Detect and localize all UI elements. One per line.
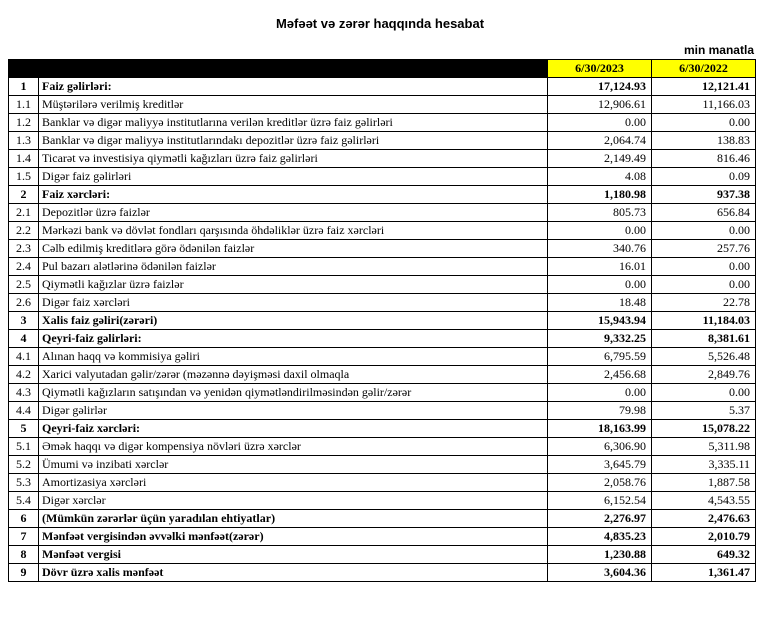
table-row (9, 204, 756, 222)
row-value-2022: 656.84 (652, 204, 756, 222)
row-number: 1.5 (9, 168, 39, 186)
row-label: Digər xərclər (39, 492, 548, 510)
table-row (9, 366, 756, 384)
row-number: 4 (9, 330, 39, 348)
row-value-2022: 138.83 (652, 132, 756, 150)
row-value-2023: 6,795.59 (548, 348, 652, 366)
row-number: 1.2 (9, 114, 39, 132)
row-value-2022: 4,543.55 (652, 492, 756, 510)
table-row (9, 96, 756, 114)
row-value-2023: 12,906.61 (548, 96, 652, 114)
row-value-2022: 3,335.11 (652, 456, 756, 474)
row-value-2023: 0.00 (548, 114, 652, 132)
row-number: 4.3 (9, 384, 39, 402)
row-label: Cəlb edilmiş kreditlərə görə ödənilən faizlər (39, 240, 548, 258)
table-row (9, 150, 756, 168)
header-period-2022: 6/30/2022 (652, 60, 756, 78)
row-value-2023: 17,124.93 (548, 78, 652, 96)
row-label: (Mümkün zərərlər üçün yaradılan ehtiyatlar) (39, 510, 548, 528)
row-value-2023: 0.00 (548, 222, 652, 240)
row-label: Müştərilərə verilmiş kreditlər (39, 96, 548, 114)
row-number: 2.2 (9, 222, 39, 240)
row-value-2022: 2,010.79 (652, 528, 756, 546)
table-row (9, 258, 756, 276)
table-body (9, 78, 756, 582)
row-value-2022: 5,526.48 (652, 348, 756, 366)
row-value-2022: 0.09 (652, 168, 756, 186)
row-value-2023: 0.00 (548, 276, 652, 294)
row-value-2022: 0.00 (652, 114, 756, 132)
row-number: 8 (9, 546, 39, 564)
table-row (9, 438, 756, 456)
row-value-2023: 6,306.90 (548, 438, 652, 456)
row-label: Xalis faiz gəliri(zərəri) (39, 312, 548, 330)
row-number: 5.3 (9, 474, 39, 492)
row-label: Qeyri-faiz gəlirləri: (39, 330, 548, 348)
table-row (9, 528, 756, 546)
table-row (9, 492, 756, 510)
row-value-2022: 257.76 (652, 240, 756, 258)
row-value-2023: 16.01 (548, 258, 652, 276)
table-row (9, 222, 756, 240)
row-value-2022: 0.00 (652, 276, 756, 294)
row-label: Banklar və digər maliyyə institutlarındakı depozitlər üzrə faiz gəlirləri (39, 132, 548, 150)
row-label: Amortizasiya xərcləri (39, 474, 548, 492)
row-value-2023: 4,835.23 (548, 528, 652, 546)
row-label: Faiz xərcləri: (39, 186, 548, 204)
row-number: 7 (9, 528, 39, 546)
row-value-2022: 937.38 (652, 186, 756, 204)
table-row (9, 510, 756, 528)
row-value-2022: 5.37 (652, 402, 756, 420)
row-number: 9 (9, 564, 39, 582)
row-label: Digər faiz xərcləri (39, 294, 548, 312)
row-value-2023: 2,149.49 (548, 150, 652, 168)
row-number: 2 (9, 186, 39, 204)
header-blank-cell (9, 60, 548, 78)
row-value-2022: 2,849.76 (652, 366, 756, 384)
table-row (9, 114, 756, 132)
row-value-2023: 9,332.25 (548, 330, 652, 348)
row-number: 4.1 (9, 348, 39, 366)
table-row (9, 546, 756, 564)
row-label: Dövr üzrə xalis mənfəət (39, 564, 548, 582)
row-value-2022: 1,887.58 (652, 474, 756, 492)
table-row (9, 456, 756, 474)
row-value-2023: 805.73 (548, 204, 652, 222)
row-number: 2.1 (9, 204, 39, 222)
table-row (9, 294, 756, 312)
row-label: Qiymətli kağızlar üzrə faizlər (39, 276, 548, 294)
row-value-2022: 15,078.22 (652, 420, 756, 438)
header-period-2023: 6/30/2023 (548, 60, 652, 78)
row-label: Qiymətli kağızların satışından və yenidən qiymətləndirilməsindən gəlir/zərər (39, 384, 548, 402)
row-label: Əmək haqqı və digər kompensiya növləri üzrə xərclər (39, 438, 548, 456)
row-value-2023: 2,058.76 (548, 474, 652, 492)
row-number: 2.3 (9, 240, 39, 258)
row-number: 6 (9, 510, 39, 528)
row-number: 2.5 (9, 276, 39, 294)
row-value-2022: 0.00 (652, 222, 756, 240)
row-label: Xarici valyutadan gəlir/zərər (məzənnə dəyişməsi daxil olmaqla (39, 366, 548, 384)
row-value-2023: 340.76 (548, 240, 652, 258)
row-value-2022: 649.32 (652, 546, 756, 564)
row-label: Mənfəət vergisi (39, 546, 548, 564)
row-number: 1.4 (9, 150, 39, 168)
row-label: Mərkəzi bank və dövlət fondları qarşısında öhdəliklər üzrə faiz xərcləri (39, 222, 548, 240)
row-number: 5.4 (9, 492, 39, 510)
table-row (9, 402, 756, 420)
profit-loss-table (8, 59, 756, 582)
row-value-2022: 5,311.98 (652, 438, 756, 456)
row-label: Pul bazarı alətlərinə ödənilən faizlər (39, 258, 548, 276)
row-value-2023: 15,943.94 (548, 312, 652, 330)
row-value-2023: 1,230.88 (548, 546, 652, 564)
table-row (9, 384, 756, 402)
row-number: 2.4 (9, 258, 39, 276)
row-number: 5 (9, 420, 39, 438)
row-label: Alınan haqq və kommisiya gəliri (39, 348, 548, 366)
row-number: 1 (9, 78, 39, 96)
row-value-2022: 0.00 (652, 384, 756, 402)
row-number: 2.6 (9, 294, 39, 312)
table-row (9, 330, 756, 348)
row-value-2023: 4.08 (548, 168, 652, 186)
row-value-2022: 22.78 (652, 294, 756, 312)
row-value-2023: 6,152.54 (548, 492, 652, 510)
row-label: Faiz gəlirləri: (39, 78, 548, 96)
table-row (9, 132, 756, 150)
table-row (9, 168, 756, 186)
row-value-2023: 1,180.98 (548, 186, 652, 204)
row-value-2023: 2,064.74 (548, 132, 652, 150)
row-value-2023: 18,163.99 (548, 420, 652, 438)
table-row (9, 564, 756, 582)
unit-note: min manatla (683, 43, 754, 57)
row-value-2023: 2,276.97 (548, 510, 652, 528)
row-label: Qeyri-faiz xərcləri: (39, 420, 548, 438)
table-row (9, 186, 756, 204)
report-page (0, 16, 760, 582)
row-value-2023: 0.00 (548, 384, 652, 402)
row-label: Depozitlər üzrə faizlər (39, 204, 548, 222)
table-header-row (9, 60, 756, 78)
table-row (9, 348, 756, 366)
row-label: Banklar və digər maliyyə institutlarına verilən kreditlər üzrə faiz gəlirləri (39, 114, 548, 132)
row-number: 4.4 (9, 402, 39, 420)
row-value-2022: 12,121.41 (652, 78, 756, 96)
row-value-2022: 1,361.47 (652, 564, 756, 582)
row-value-2023: 79.98 (548, 402, 652, 420)
row-value-2023: 2,456.68 (548, 366, 652, 384)
row-value-2022: 0.00 (652, 258, 756, 276)
row-value-2022: 11,166.03 (652, 96, 756, 114)
table-row (9, 474, 756, 492)
row-value-2022: 2,476.63 (652, 510, 756, 528)
row-value-2023: 18.48 (548, 294, 652, 312)
row-label: Digər gəlirlər (39, 402, 548, 420)
table-row (9, 276, 756, 294)
row-number: 1.1 (9, 96, 39, 114)
row-value-2022: 8,381.61 (652, 330, 756, 348)
row-value-2023: 3,645.79 (548, 456, 652, 474)
row-value-2023: 3,604.36 (548, 564, 652, 582)
row-number: 4.2 (9, 366, 39, 384)
row-label: Digər faiz gəlirləri (39, 168, 548, 186)
row-value-2022: 816.46 (652, 150, 756, 168)
table-row (9, 78, 756, 96)
row-label: Ticarət və investisiya qiymətli kağızları üzrə faiz gəlirləri (39, 150, 548, 168)
page-title: Məfəət və zərər haqqında hesabat (275, 16, 485, 31)
table-row (9, 312, 756, 330)
row-label: Ümumi və inzibati xərclər (39, 456, 548, 474)
row-number: 5.2 (9, 456, 39, 474)
row-value-2022: 11,184.03 (652, 312, 756, 330)
row-number: 5.1 (9, 438, 39, 456)
row-label: Mənfəət vergisindən əvvəlki mənfəət(zərər) (39, 528, 548, 546)
row-number: 1.3 (9, 132, 39, 150)
row-number: 3 (9, 312, 39, 330)
table-row (9, 240, 756, 258)
table-row (9, 420, 756, 438)
